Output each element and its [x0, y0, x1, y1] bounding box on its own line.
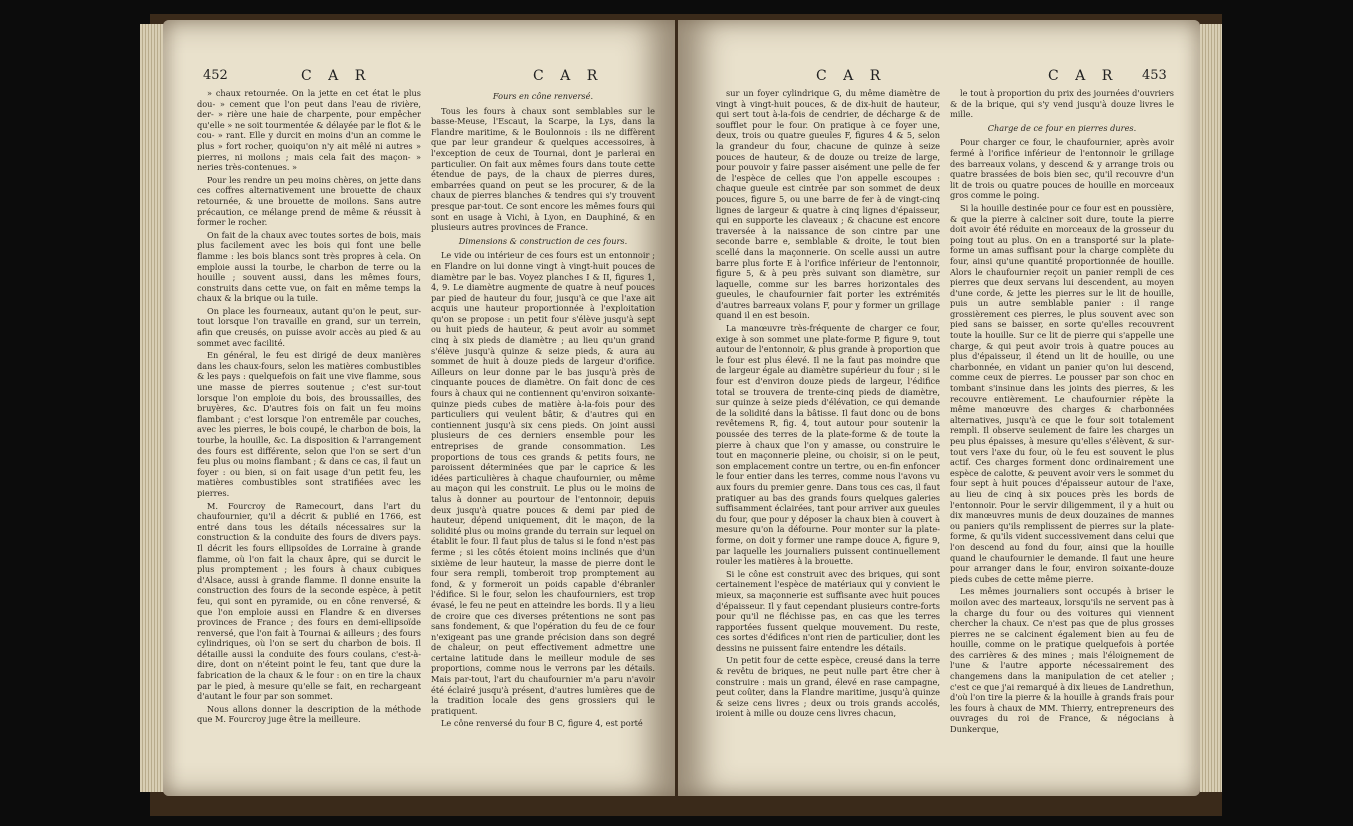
paragraph: sur un foyer cylindrique G, du même diamètre de vingt à vingt-huit pouces, & de dix-huit de hauteur, qui sert tout à-la-fois de cendrier, de décharge & de soufflet pour le four. On pratique à ce foyer une, deux, trois ou quatre gueules F, figures 4 & 5, selon la grandeur du four, chacune de quinze à seize pouces de hauteur, & de douze ou treize de large, pour pouvoir y faire passer aisément une pelle de fer de l'espèce de celles que l'on appelle escoupes : chaque gueule est cintrée par son sommet de deux pouces, figure 5, ou une barre de fer à de vingt-cinq lignes de largeur & quatre à cinq lignes d'épaisseur, qui en supporte les claveaux ; & chacune est encore traversée à la naissance de son cintre par une seconde barre e, semblable & droite, le tout bien scellé dans la maçonnerie. On scelle aussi un autre barre plus forte E à l'orifice inférieur de l'entonnoir, figure 5, & à peu près suivant son diamètre, sur laquelle, comme sur les barres horizontales des gueules, le chaufournier fait porter les extrémités d'autres barreaux volans F, pour y former un grillage quand il en est besoin. [716, 88, 940, 321]
section-title: Fours en cône renversé. [492, 91, 594, 101]
right-running-header-1: C A R [816, 68, 887, 84]
left-running-header-1: C A R [301, 68, 372, 84]
right-column-2 [950, 88, 1174, 788]
paragraph: En général, le feu est dirigé de deux manières dans les chaux-fours, selon les matières combustibles & les pays : quelquefois on fait une vive flamme, sous une masse de pierres soutenue ; c'est sur-tout lorsque l'on emploie du bois, des broussailles, des bruyères, &c. D'autres fois on fait un feu moins flambant ; c'est lorsque l'on entremêle par couches, avec les pierres, le bois coupé, le charbon de bois, la tourbe, la houille, &c. La disposition & l'arrangement des fours est différente, selon que l'on se sert d'un feu plus ou moins flambant ; & dans ce cas, il faut un foyer : ou bien, si on fait usage d'un petit feu, les matières combustibles sont stratifiées avec les pierres. [197, 350, 421, 498]
paragraph: Si le cône est construit avec des briques, qui sont certainement l'espèce de matériaux qui y convient le mieux, sa maçonnerie est suffisante avec huit pouces d'épaisseur. Il y faut cependant plusieurs contre-forts pour qu'il ne fléchisse pas, en cas que les terres rapportées fussent quelque mouvement. Du reste, ces sortes d'édifices n'ont rien de particulier, dont les dessins ne puissent faire entendre les détails. [716, 568, 940, 653]
paragraph: M. Fourcroy de Ramecourt, dans l'art du chaufournier, qu'il a décrit & publié en 1766, est entré dans tous les détails nécessaires sur la construction & la conduite des fours de divers pays. Il décrit les fours ellipsoïdes de Lorraine à grande flamme, où l'on fait la chaux âpre, qui se durcit le plus promptement ; les fours à chaux cubiques d'Alsace, aussi à grande flamme. Il donne ensuite la construction des fours de la seconde espèce, à petit feu, qui sont en pyramide, ou en cône renversé, & que l'on emploie aussi en Flandre & en diverses provinces de France ; des fours en demi-ellipsoïde renversé, que l'on fait à Tournai & ailleurs ; des fours cylindriques, où l'on se sert du charbon de bois. Il détaille aussi la conduite des fours coulans, c'est-à-dire, dont on n'éteint point le feu, tant que dure la fabrication de la chaux & le four : on en tire la chaux par le pied, à mesure qu'elle se fait, en rechargeant d'autant le four par son sommet. [197, 500, 421, 702]
right-column-1 [716, 88, 940, 788]
page-edges-right [1200, 24, 1222, 792]
left-page [163, 20, 675, 796]
paragraph: La manœuvre très-fréquente de charger ce four, exige à son sommet une plate-forme P, figure 9, tout autour de l'entonnoir, & plus grande à proportion que le four est plus élevé. Il ne la faut pas moindre que de largeur égale au diamètre supérieur du four ; si le four est d'environ douze pieds de largeur, l'édifice total se trouvera de trente-cinq pieds de diamètre, sur quinze à seize pieds d'élévation, ce qui demande de la solidité dans la bâtisse. Il faut donc ou de bons revêtemens R, fig. 4, tout autour pour soutenir la poussée des terres de la plate-forme & de toute la pierre à chaux que l'on y amasse, ou construire le tout en maçonnerie pleine, ou choisir, si on le peut, son emplacement contre un tertre, ou en-fin enfoncer le four entier dans les terres, comme nous l'avons vu aux fours du premier genre. Dans tous ces cas, il faut pratiquer au bas des grands fours quelques galeries suffisamment éclairées, tant pour arriver aux gueules du four, que pour y déposer la chaux bien à couvert à mesure qu'on la défourne. Pour monter sur la plate-forme, on doit y former une rampe douce A, figure 9, par laquelle les journaliers puissent continuellement rouler les matières à la brouette. [716, 323, 940, 567]
paragraph: Pour les rendre un peu moins chères, on jette dans ces coffres alternativement une brouette de chaux retournée, & une brouette de moilons. Sans autre précaution, ce mélange prend de même & réussit à former le rocher. [197, 174, 421, 228]
paragraph: Tous les fours à chaux sont semblables sur le basse-Meuse, l'Escaut, la Scarpe, la Lys, dans la Flandre maritime, & le Boulonnois : ils ne diffèrent que par leur grandeur & quelques accessoires, à l'exception de ceux de Tournai, dont je parlerai en particulier. On fait aux mêmes fours dans toute cette étendue de pays, de la chaux de pierres dures, embarrées quand on peut se les procurer, & de la chaux de pierres blanches & tendres qui s'y trouvent presque par-tout. Ce sont encore les mêmes fours qui sont en usage à Vichi, à Lyon, en Dauphiné, & en plusieurs autres provinces de France. [431, 105, 655, 233]
section-subtitle: Charge de ce four en pierres dures. [987, 122, 1137, 133]
paragraph: Le vide ou intérieur de ces fours est un entonnoir ; en Flandre on lui donne vingt à vingt-huit pouces de diamètre par le bas. Voyez planches I & II, figures 1, 4, 9. Le diamètre augmente de quatre à neuf pouces par pied de hauteur du four, jusqu'à ce que l'axe ait acquis une hauteur proportionnée à l'exploitation qu'on se propose : un petit four s'élève jusqu'à sept ou huit pieds de hauteur, & peut avoir au sommet cinq à six pieds de diamètre ; au lieu qu'un grand s'élève jusqu'à quinze & seize pieds, & aura au sommet de huit à douze pieds de largeur d'orifice. Ailleurs on leur donne par le bas jusqu'à près de cinquante pouces de diamètre. On fait donc de ces fours à chaux qui ne contiennent qu'environ soixante-quinze pieds cubes de matière à-la-fois pour des particuliers qui veulent bâtir, & d'autres qui en contiennent jusqu'à six cens pieds. On joint aussi plusieurs de ces derniers ensemble pour les entreprises de grande consommation. Les proportions de tous ces grands & petits fours, ne paroissent déterminées que par le caprice & les idées particulières à chaque chaufournier, ou même au maçon qui les construit. Le plus ou le moins de talus à donner au pourtour de l'entonnoir, depuis deux jusqu'à quatre pouces & demi par pied de hauteur, dépend uniquement, dit le maçon, de la solidité plus ou moins grande du terrain sur lequel on établit le four. Il faut plus de talus si le fond n'est pas ferme ; si les côtés étoient moins inclinés que d'un sixième de leur hauteur, la masse de pierre dont le four sera rempli, tomberoit trop promptement au fond, & y formeroit un poids capable d'ébranler l'édifice. Si le four, selon les chaufourniers, est trop évasé, le feu ne peut en atteindre les bords. Il y a lieu de croire que ces diverses prétentions ne sont pas sans fondement, & que l'opération du feu de ce four n'exigeant pas une grande précision dans son degré de chaleur, on peut effectivement admettre une certaine latitude dans le meilleur module de ses proportions, comme nous le verrons par les détails. Mais par-tout, l'art du chaufournier m'a paru n'avoir été éclairé jusqu'à présent, d'autres lumières que de la tradition locale des gens grossiers qui le pratiquent. [431, 250, 655, 716]
paragraph: Pour charger ce four, le chaufournier, après avoir fermé à l'orifice inférieur de l'entonnoir le grillage des barreaux volans, y descend & y arrange trois ou quatre brassées de bois bien sec, qu'il recouvre d'un lit de trois ou quatre pouces de houille en morceaux gros comme le poing. [950, 137, 1174, 201]
paragraph: le tout à proportion du prix des journées d'ouvriers & de la brique, qui s'y vend jusqu'à douze livres le mille. [950, 88, 1174, 120]
paragraph: Si la houille destinée pour ce four est en poussière, & que la pierre à calciner soit dure, toute la pierre doit avoir été réduite en morceaux de la grosseur du poing tout au plus. On en a transporté sur la plate-forme un amas suffisant pour la charge complète du four, ainsi qu'une quantité proportionnée de houille. Alors le chaufournier reçoit un panier rempli de ces pierres que deux servans lui descendent, au moyen d'une corde, & jette les pierres sur le lit de houille, puis un autre semblable panier : il range grossièrement ces pierres, le plus souvent avec son pied sans se baisser, en sorte qu'elles recouvrent toute la houille. Sur ce lit de pierre qui s'appelle une charge, & qui peut avoir trois à quatre pouces au plus d'épaisseur, il étend un lit de houille, ou une charbonnée, en vidant un panier qu'on lui descend, comme ceux de pierres. Le pousser par son choc en tombant s'insinue dans les joints des pierres, & les recouvre entièrement. Le chaufournier répète la même manœuvre des charges & charbonnées alternatives, jusqu'à ce que le four soit totalement rempli. Il observe seulement de faire les charges un peu plus épaisses, à mesure qu'elles s'élèvent, & sur-tout vers l'axe du four, où le feu est souvent le plus actif. Ces charges forment donc ordinairement une espèce de calotte, & peuvent avoir vers le sommet du four sept à huit pouces d'épaisseur autour de l'axe, au lieu de cinq à six pouces près les bords de l'entonnoir. Pour le servir diligemment, il y a huit ou dix manœuvres munis de deux douzaines de mannes ou paniers qu'ils remplissent de pierres sur la plate-forme, & qu'ils vident successivement dans celui que l'on descend au fond du four, ainsi que la houille quand le chaufournier le demande. Il faut une heure pour arranger dans le four, environ soixante-douze pieds cubes de cette même pierre. [950, 202, 1174, 584]
right-running-header-2: C A R [1048, 68, 1119, 84]
paragraph: Nous allons donner la description de la méthode que M. Fourcroy juge être la meilleure. [197, 703, 421, 725]
paragraph: Les mêmes journaliers sont occupés à briser le moilon avec des marteaux, lorsqu'ils ne servent pas à la charge du four ou des voitures qui viennent chercher la chaux. Ce n'est pas que de plus grosses pierres ne se calcinent également bien au feu de houille, comme on le pratique quelquefois à portée des carrières & des mines ; mais l'éloignement de l'une & l'autre apporte nécessairement des changemens dans la manipulation de cet atelier ; c'est ce que j'ai remarqué à dix lieues de Landrethun, d'où l'on tire la pierre & la houille à grands frais pour les fours à chaux de MM. Thierry, entrepreneurs des ouvrages du roi de France, & négocians à Dunkerque, [950, 586, 1174, 735]
left-running-header-2: C A R [533, 68, 604, 84]
right-page [678, 20, 1200, 796]
right-page-number: 453 [1142, 68, 1167, 83]
paragraph: » chaux retournée. On la jette en cet état le plus dou- » cement que l'on peut dans l'eau de rivière, der- » rière une haie de charpente, pour empêcher qu'elle » ne soit tourmentée & délayée par le flot & le cou- » rant. Elle y durcit en moins d'un an comme le plus » fort rocher, quoiqu'on n'y ait mêlé ni autres » pierres, ni moilons ; mais cela fait des maçon- » neries très-contenues. » [197, 88, 421, 173]
page-edges-left [140, 24, 164, 792]
left-page-number: 452 [203, 68, 228, 83]
paragraph: Le cône renversé du four B C, figure 4, est porté [441, 718, 643, 729]
paragraph: On fait de la chaux avec toutes sortes de bois, mais plus facilement avec les bois qui font une belle flamme : les bois blancs sont très propres à cela. On emploie aussi la tourbe, le charbon de terre ou la houille ; souvent aussi, dans les mêmes fours, construits dans cette vue, on fait en même temps la chaux & la brique ou la tuile. [197, 229, 421, 304]
left-column-1 [197, 88, 421, 788]
section-subtitle: Dimensions & construction de ces fours. [458, 235, 628, 246]
left-column-2 [431, 88, 655, 788]
paragraph: On place les fourneaux, autant qu'on le peut, sur-tout lorsque l'on travaille en grand, sur un terrein, afin que creusés, on puisse avoir accès au pied & au sommet avec facilité. [197, 305, 421, 348]
paragraph: Un petit four de cette espèce, creusé dans la terre & revêtu de briques, ne peut nulle part être cher à construire : mais un grand, élevé en rase campagne, peut coûter, dans la Flandre maritime, jusqu'à quinze & seize cens livres ; deux ou trois grands accolés, iroient à mille ou douze cens livres chacun, [716, 655, 940, 719]
